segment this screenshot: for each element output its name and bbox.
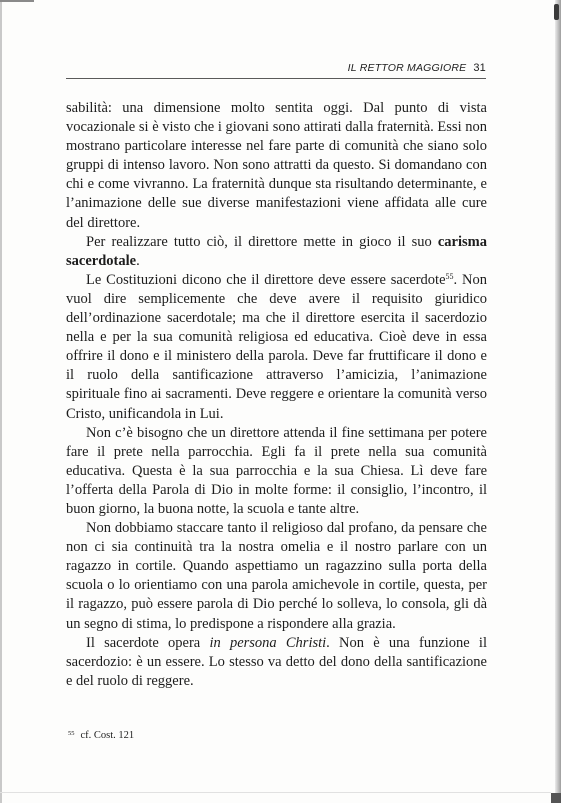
paragraph (66, 99, 487, 233)
page-number: 31 (473, 62, 486, 74)
paragraph-text: Per realizzare tutto ciò, il direttore mette in gioco il suo (86, 233, 438, 250)
running-head-title: IL RETTOR MAGGIORE (347, 62, 467, 74)
paragraph-text: Le Costituzioni dicono che il direttore deve essere sacerdote (86, 271, 446, 288)
footnote (66, 727, 487, 742)
paragraph (66, 519, 487, 634)
footnote-reference: 55 (445, 271, 454, 281)
paragraph-text: Non c’è bisogno che un direttore attenda il fine settimana per potere fare il prete nella parrocchia. Egli fa il prete nella sua comunità educativa. Questa è la sua parrocchia e la sua Chiesa. Lì deve fare l’offerta della Parola di Dio in molte forme: il consiglio, l’incontro, il buon giorno, la buona notte, la scuola e tante altre. (66, 424, 487, 517)
paragraph (66, 233, 487, 271)
scan-edge-right (555, 0, 561, 803)
running-head (66, 62, 486, 79)
paragraph (66, 424, 487, 519)
bold-term: carisma sacerdotale (66, 233, 487, 269)
body-text (66, 99, 487, 691)
footnote-number: 55 (68, 730, 75, 737)
paragraph-text: . Non è una funzione il sacerdozio: è un essere. Lo stesso va detto del dono della santificazione e del ruolo di reggere. (66, 634, 487, 689)
paragraph-text: Il sacerdote opera (86, 634, 210, 651)
scan-corner-mark (551, 793, 561, 803)
paragraph-text: sabilità: una dimensione molto sentita oggi. Dal punto di vista vocazionale si è visto che i giovani sono attirati dalla fraternità. Essi non mostrano particolare interesse nel fare parte di comunità che siano solo gruppi di intenso lavoro. Non sono attratti da questo. Si domandano con chi e come vivranno. La fraternità dunque sta risultando determinante, e l’animazione delle sue diverse manifestazioni viene affidata alle cure del direttore. (66, 100, 487, 231)
italic-phrase: in persona Christi (209, 634, 327, 651)
paragraph (66, 271, 487, 424)
footnote-text: cf. Cost. 121 (80, 730, 135, 741)
paragraph (66, 634, 487, 691)
scan-mark (554, 4, 559, 20)
scan-edge-left (0, 0, 2, 803)
paragraph-text: Non dobbiamo staccare tanto il religioso dal profano, da pensare che non ci sia continuità tra la nostra omelia e il nostro parlare con un ragazzo in cortile. Quando aspettiamo un ragazzino sulla porta della scuola o lo orientiamo con una parola amichevole in cortile, questa, per il ragazzo, può essere parola di Dio perché lo solleva, lo consola, gli dà un segno di stima, lo predispone a rispondere alla grazia. (66, 520, 487, 632)
scan-edge-top (0, 0, 34, 2)
paragraph-text: . Non vuol dire semplicemente che deve avere il requisito giuridico dell’ordinazione sacerdotale; ma che il direttore esercita il sacerdozio nella e per la sua comunità religiosa ed educativa. Cioè deve in essa offrire il dono e il ministero della parola. Deve far fruttificare il dono e il ruolo della santificazione attraverso l’amicizia, l’animazione spirituale fino ai sacramenti. Deve reggere e orientare la comunità verso Cristo, unificandola in Lui. (66, 271, 487, 422)
paragraph-text: . (136, 252, 140, 269)
scan-bottom-line (0, 792, 551, 793)
